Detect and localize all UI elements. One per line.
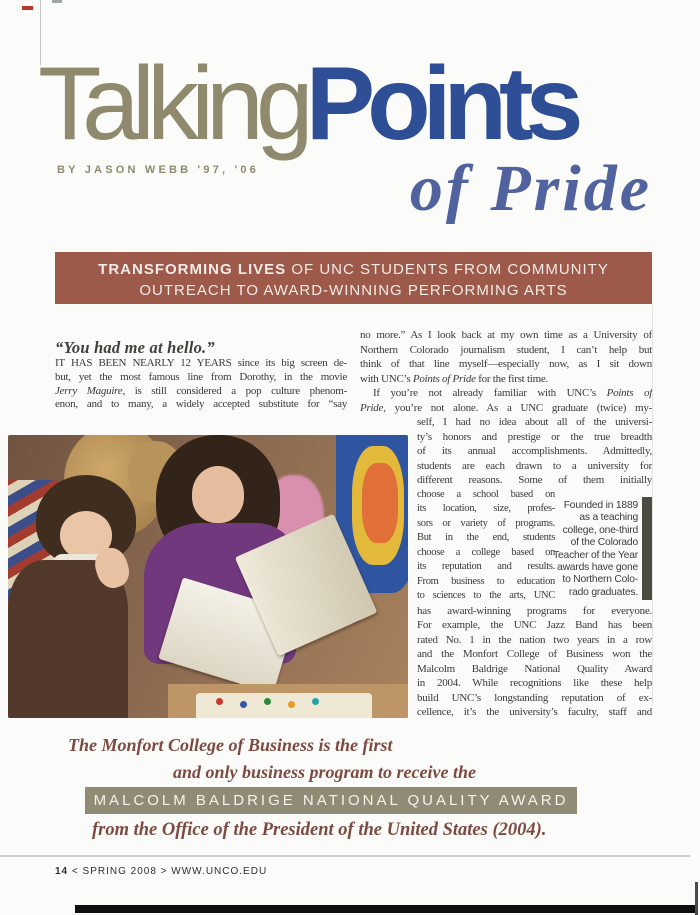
text-line: think of that line myself—especially now, as I sit down [360, 358, 652, 370]
marker-blue [240, 701, 247, 708]
text-line: in 2004. While recognitions like these help [417, 677, 652, 689]
text-line: Pride, you’re not alone. As a UNC graduate (twice) my- [360, 401, 652, 414]
award-banner: MALCOLM BALDRIGE NATIONAL QUALITY AWARD [85, 787, 577, 814]
text-line: For example, the UNC Jazz Band has been [417, 619, 652, 631]
page-title [38, 46, 576, 162]
page-edge-line [652, 305, 653, 705]
text-line: sors or variety of programs. [417, 517, 555, 529]
text-line: of its annual accomplishments. Admittedly, [417, 445, 652, 457]
text-line: with UNC’s Points of Pride for the first time. [360, 372, 549, 385]
text-line: its reputation and results. [417, 561, 555, 572]
text-line: Malcolm Baldrige National Quality Award [417, 662, 652, 675]
text-line: its location, size, profes- [417, 503, 555, 514]
marker-orange [288, 701, 295, 708]
byline: BY JASON WEBB '97, '06 [57, 164, 259, 176]
text-line: students are each drawn to a university for [417, 459, 652, 472]
body-left-column [55, 357, 347, 412]
text-line: no more.” As I look back at my own time as a University of [360, 329, 652, 341]
text-line: as a teaching [579, 512, 638, 524]
classroom-photo [8, 435, 408, 718]
text-line: but, yet the most famous line from Dorothy, in the movie [55, 370, 347, 383]
text-line: self, I had no idea about all of the universi- [417, 416, 652, 428]
footer-text: < SPRING 2008 > WWW.UNCO.EDU [71, 866, 268, 877]
deck-lead: TRANSFORMING LIVES [98, 261, 287, 278]
text-line: enon, and to many, a widely accepted substitute for “say [55, 398, 347, 411]
text-line: From business to education [417, 575, 555, 587]
text-line: of the Colorado [570, 537, 638, 549]
teacher-face [192, 466, 244, 523]
text-line: If you’re not already familiar with UNC’s Points of [373, 387, 652, 399]
text-line: Northern Colorado journalism student, I can’t help but [360, 343, 652, 356]
scan-red-mark [22, 6, 33, 10]
text-line: awards have gone [557, 562, 638, 574]
page-number: 14 [55, 866, 69, 877]
deck-banner [55, 252, 652, 304]
title-word-points: Points [305, 46, 576, 162]
page-edge-tick [695, 882, 698, 915]
text-line: build UNC’s longstanding reputation of ex- [417, 691, 652, 704]
deck-line-2: OUTREACH TO AWARD-WINNING PERFORMING ARTS [139, 282, 568, 299]
text-line: rated No. 1 in the nation two years in a row [417, 633, 652, 646]
kids-chair-seat [362, 463, 398, 542]
footer [55, 866, 267, 877]
pullquote-line-3: from the Office of the President of the United States (2004). [92, 820, 547, 840]
text-line: But in the end, students [417, 532, 555, 543]
title-word-talking: Talking [38, 46, 306, 162]
scan-smudge-mark [52, 0, 62, 3]
text-line: choose a college based on [417, 546, 555, 558]
pullquote-line-2: and only business program to receive the [173, 762, 477, 782]
marker-tray [196, 693, 372, 718]
text-line: different reasons. Some of them initially [417, 474, 652, 486]
text-line: to sciences to the arts, UNC [417, 590, 555, 601]
callout-accent-bar [642, 497, 652, 600]
text-line: Founded in 1889 [563, 500, 638, 511]
text-line: and the Monfort College of Business won the [417, 648, 652, 660]
text-line: college, one-third [562, 524, 638, 536]
text-line: has award-winning programs for everyone. [417, 604, 652, 617]
text-line: rado graduates. [568, 586, 638, 598]
deck-line-1 [55, 259, 652, 280]
pullquote-line-1: The Monfort College of Business is the first [68, 735, 393, 755]
text-line: IT HAS BEEN NEARLY 12 YEARS since its big screen de- [55, 357, 347, 369]
bottom-black-bar [75, 905, 697, 913]
footer-rule [0, 855, 690, 857]
section-heading: “You had me at hello.” [55, 337, 215, 357]
deck-line-1-rest: OF UNC STUDENTS FROM COMMUNITY [286, 261, 609, 278]
fact-callout-text [546, 500, 638, 599]
title-of-pride: of Pride [409, 152, 652, 225]
text-line: cellence, it’s the university’s faculty, staff and [417, 706, 652, 718]
text-line: ty’s honors and prestige or the true breadth [417, 430, 652, 443]
text-line: to Northern Colo- [562, 574, 638, 586]
text-line: choose a school based on [417, 488, 555, 500]
text-line: Jerry Maguire, is still considered a pop culture phenom- [55, 384, 347, 397]
text-line: Teacher of the Year [553, 549, 638, 561]
